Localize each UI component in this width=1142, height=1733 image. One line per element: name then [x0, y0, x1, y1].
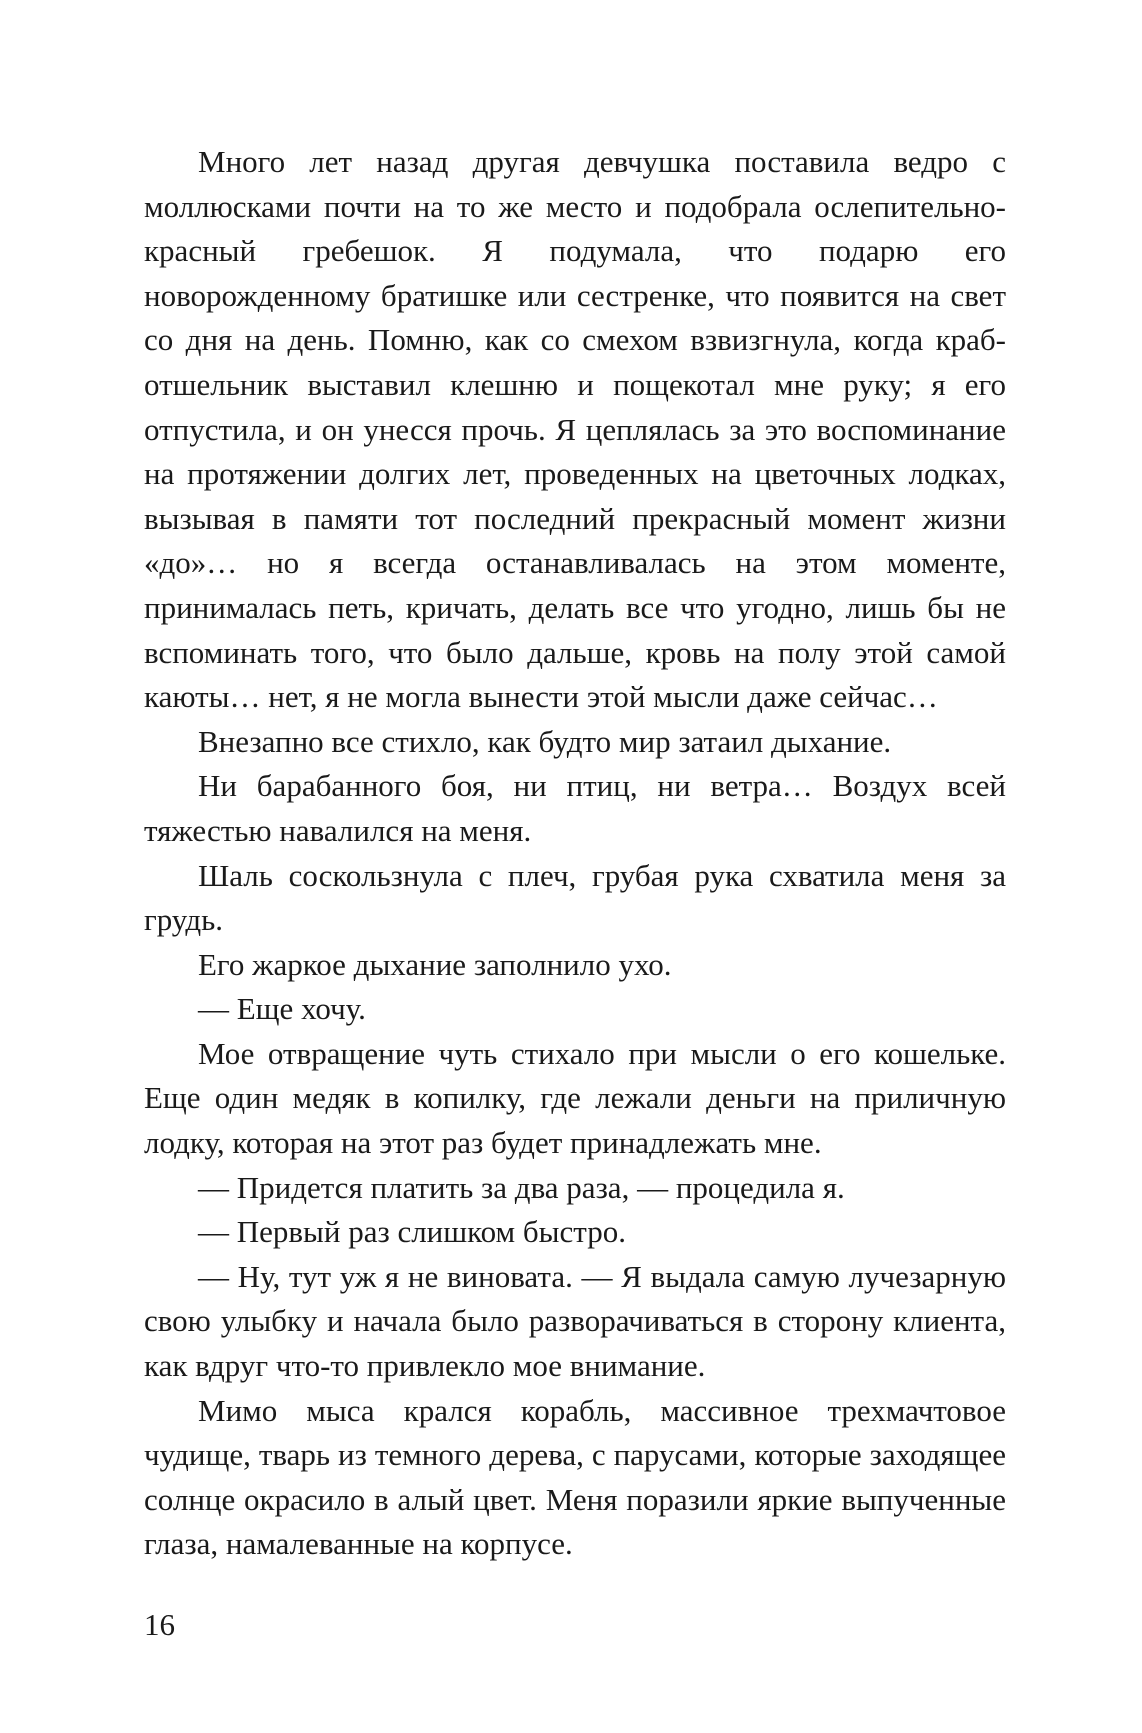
dialogue-line: — Первый раз слишком быстро.	[198, 1214, 626, 1250]
paragraph: Мое отвращение чуть стихало при мысли о его кошельке. Еще один медяк в копилку, где лежали деньги на приличную лодку, которая на этот раз будет принадлежать мне.	[144, 1035, 1006, 1161]
dialogue-line: — Ну, тут уж я не виновата. — Я выдала самую лучезарную свою улыбку и начала было разворачиваться в сторону клиента, как вдруг что-то привлекло мое внимание.	[144, 1258, 1006, 1384]
dialogue-line: — Придется платить за два раза, — процедила я.	[198, 1169, 845, 1205]
page-number: 16	[144, 1607, 175, 1642]
body-text	[144, 140, 1006, 1567]
dialogue-line: — Еще хочу.	[198, 991, 366, 1027]
paragraph: Мимо мыса крался корабль, массивное трехмачтовое чудище, тварь из темного дерева, с парусами, которые заходящее солнце окрасило в алый цвет. Меня поразили яркие выпученные глаза, намалеванные на корпусе.	[144, 1392, 1006, 1562]
paragraph: Много лет назад другая девчушка поставила ведро с моллюсками почти на то же место и подобрала ослепительно-красный гребешок. Я подумала, что подарю его новорожденному братишке или сестренке, что появится на свет со дня на день. Помню, как со смехом взвизгнула, когда краб-отшельник выставил клешню и пощекотал мне руку; я его отпустила, и он унесся прочь. Я цеплялась за это воспоминание на протяжении долгих лет, проведенных на цветочных лодках, вызывая в памяти тот последний прекрасный момент жизни «до»… но я всегда останавливалась на этом моменте, принималась петь, кричать, делать все что угодно, лишь бы не вспоминать того, что было дальше, кровь на полу этой самой каюты… нет, я не могла вынести этой мысли даже сейчас…	[144, 144, 1006, 715]
paragraph: Шаль соскользнула с плеч, грубая рука схватила меня за грудь.	[144, 857, 1006, 938]
paragraph: Его жаркое дыхание заполнило ухо.	[198, 946, 672, 982]
paragraph: Ни барабанного боя, ни птиц, ни ветра… Воздух всей тяжестью навалился на меня.	[144, 768, 1006, 848]
paragraph: Внезапно все стихло, как будто мир затаил дыхание.	[198, 723, 892, 759]
